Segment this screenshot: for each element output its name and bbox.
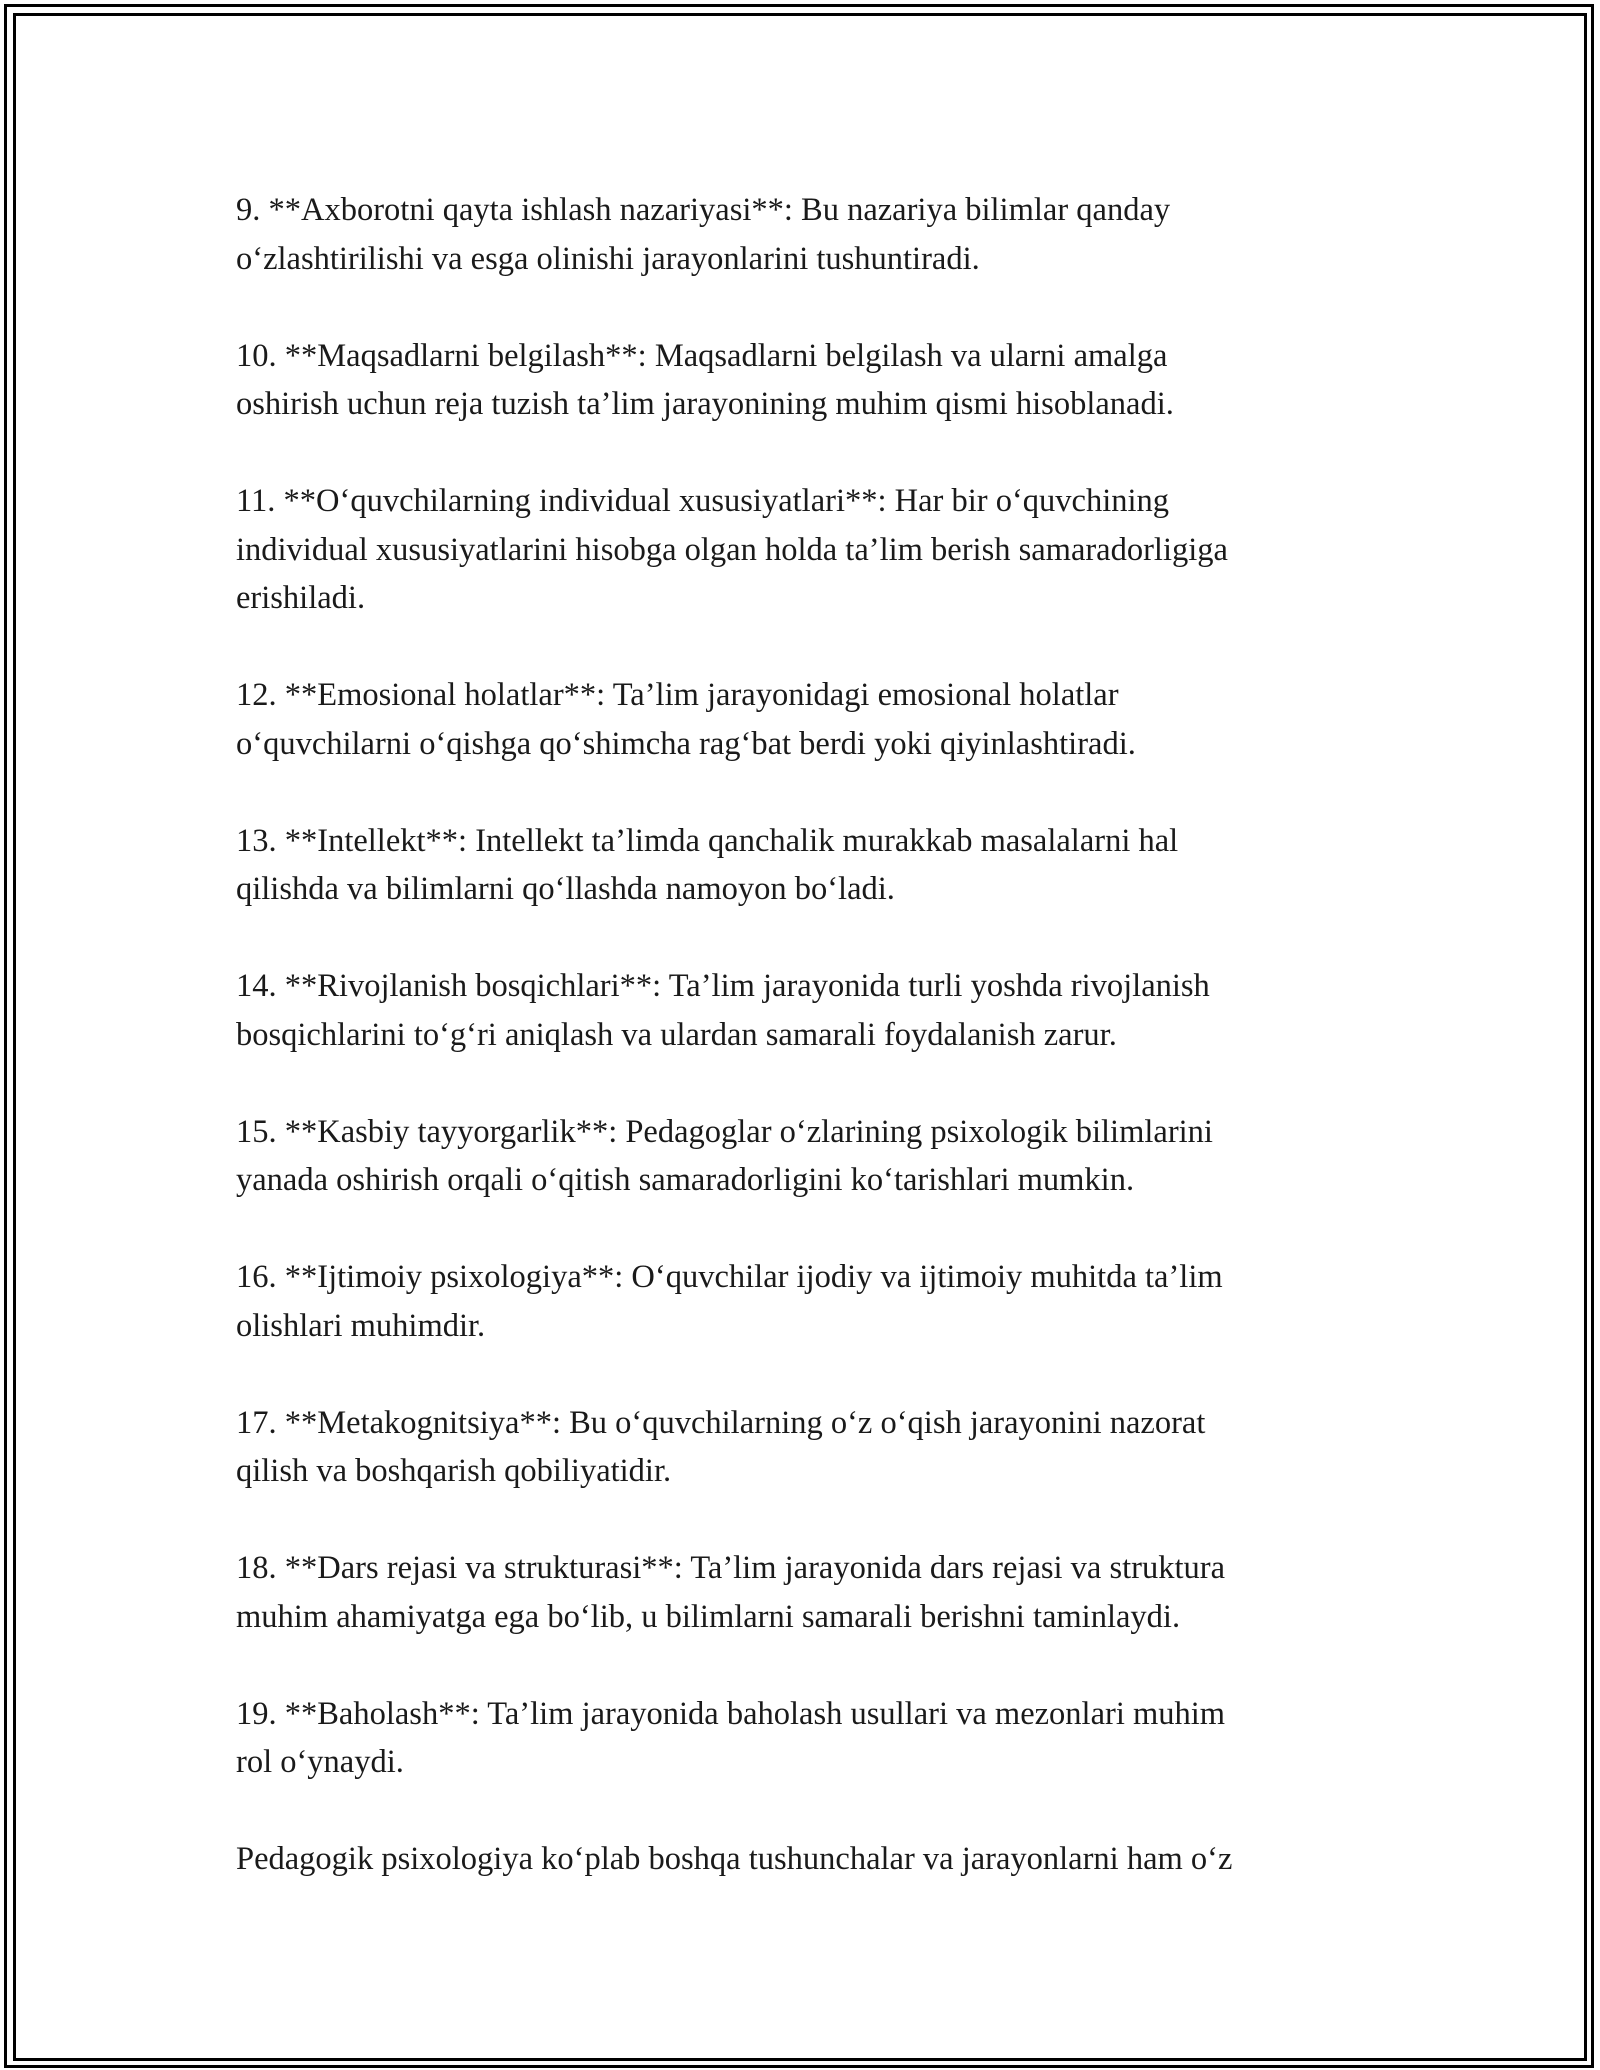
text-line: 15. **Kasbiy tayyorgarlik**: Pedagoglar o‘zlarining psixologik bilimlarini: [236, 1113, 1213, 1150]
list-item-15: [236, 1108, 1386, 1205]
text-line: yanada oshirish orqali o‘qitish samaradorligini ko‘tarishlari mumkin.: [236, 1162, 1135, 1198]
text-line: muhim ahamiyatga ega bo‘lib, u bilimlarni samarali berishni taminlaydi.: [236, 1598, 1181, 1635]
text-line: 19. **Baholash**: Ta’lim jarayonida baholash usullari va mezonlari muhim: [236, 1695, 1226, 1732]
list-item-17: [236, 1399, 1386, 1496]
list-item-9: [236, 186, 1386, 283]
text-line: 16. **Ijtimoiy psixologiya**: O‘quvchilar ijodiy va ijtimoiy muhitda ta’lim: [236, 1259, 1223, 1295]
list-item-13: [236, 817, 1386, 914]
text-line: 17. **Metakognitsiya**: Bu o‘quvchilarning o‘z o‘qish jarayonini nazorat: [236, 1404, 1206, 1441]
text-line: qilish va boshqarish qobiliyatidir.: [236, 1453, 672, 1489]
text-line: 12. **Emosional holatlar**: Ta’lim jarayonidagi emosional holatlar: [236, 677, 1119, 713]
list-item-19: [236, 1690, 1386, 1787]
text-line: rol o‘ynaydi.: [236, 1744, 404, 1780]
text-line: 18. **Dars rejasi va strukturasi**: Ta’lim jarayonida dars rejasi va struktura: [236, 1550, 1225, 1586]
list-item-14: [236, 962, 1386, 1059]
list-item-12: [236, 671, 1386, 768]
text-line: bosqichlarini to‘g‘ri aniqlash va ulardan samarali foydalanish zarur.: [236, 1016, 1117, 1053]
list-item-18: [236, 1544, 1386, 1641]
text-line: o‘quvchilarni o‘qishga qo‘shimcha rag‘bat berdi yoki qiyinlashtiradi.: [236, 725, 1136, 762]
text-line: 13. **Intellekt**: Intellekt ta’limda qanchalik murakkab masalalarni hal: [236, 822, 1179, 859]
text-line: individual xususiyatlarini hisobga olgan holda ta’lim berish samaradorligiga: [236, 531, 1228, 568]
text-line: 11. **O‘quvchilarning individual xususiyatlari**: Har bir o‘quvchining: [236, 483, 1170, 519]
text-line: o‘zlashtirilishi va esga olinishi jarayonlarini tushuntiradi.: [236, 240, 980, 277]
list-item-11: [236, 477, 1386, 623]
closing-paragraph: [236, 1835, 1386, 1884]
text-line: 10. **Maqsadlarni belgilash**: Maqsadlarni belgilash va ularni amalga: [236, 337, 1168, 374]
text-line: oshirish uchun reja tuzish ta’lim jarayonining muhim qismi hisoblanadi.: [236, 386, 1174, 422]
page-body: [236, 186, 1386, 1884]
list-item-16: [236, 1253, 1386, 1350]
text-line: erishiladi.: [236, 580, 366, 616]
text-line: 9. **Axborotni qayta ishlash nazariyasi**: Bu nazariya bilimlar qanday: [236, 192, 1171, 228]
text-line: Pedagogik psixologiya ko‘plab boshqa tushunchalar va jarayonlarni ham o‘z: [236, 1841, 1233, 1877]
text-line: 14. **Rivojlanish bosqichlari**: Ta’lim jarayonida turli yoshda rivojlanish: [236, 968, 1210, 1004]
text-line: olishlari muhimdir.: [236, 1307, 486, 1344]
text-line: qilishda va bilimlarni qo‘llashda namoyon bo‘ladi.: [236, 871, 895, 907]
list-item-10: [236, 332, 1386, 429]
